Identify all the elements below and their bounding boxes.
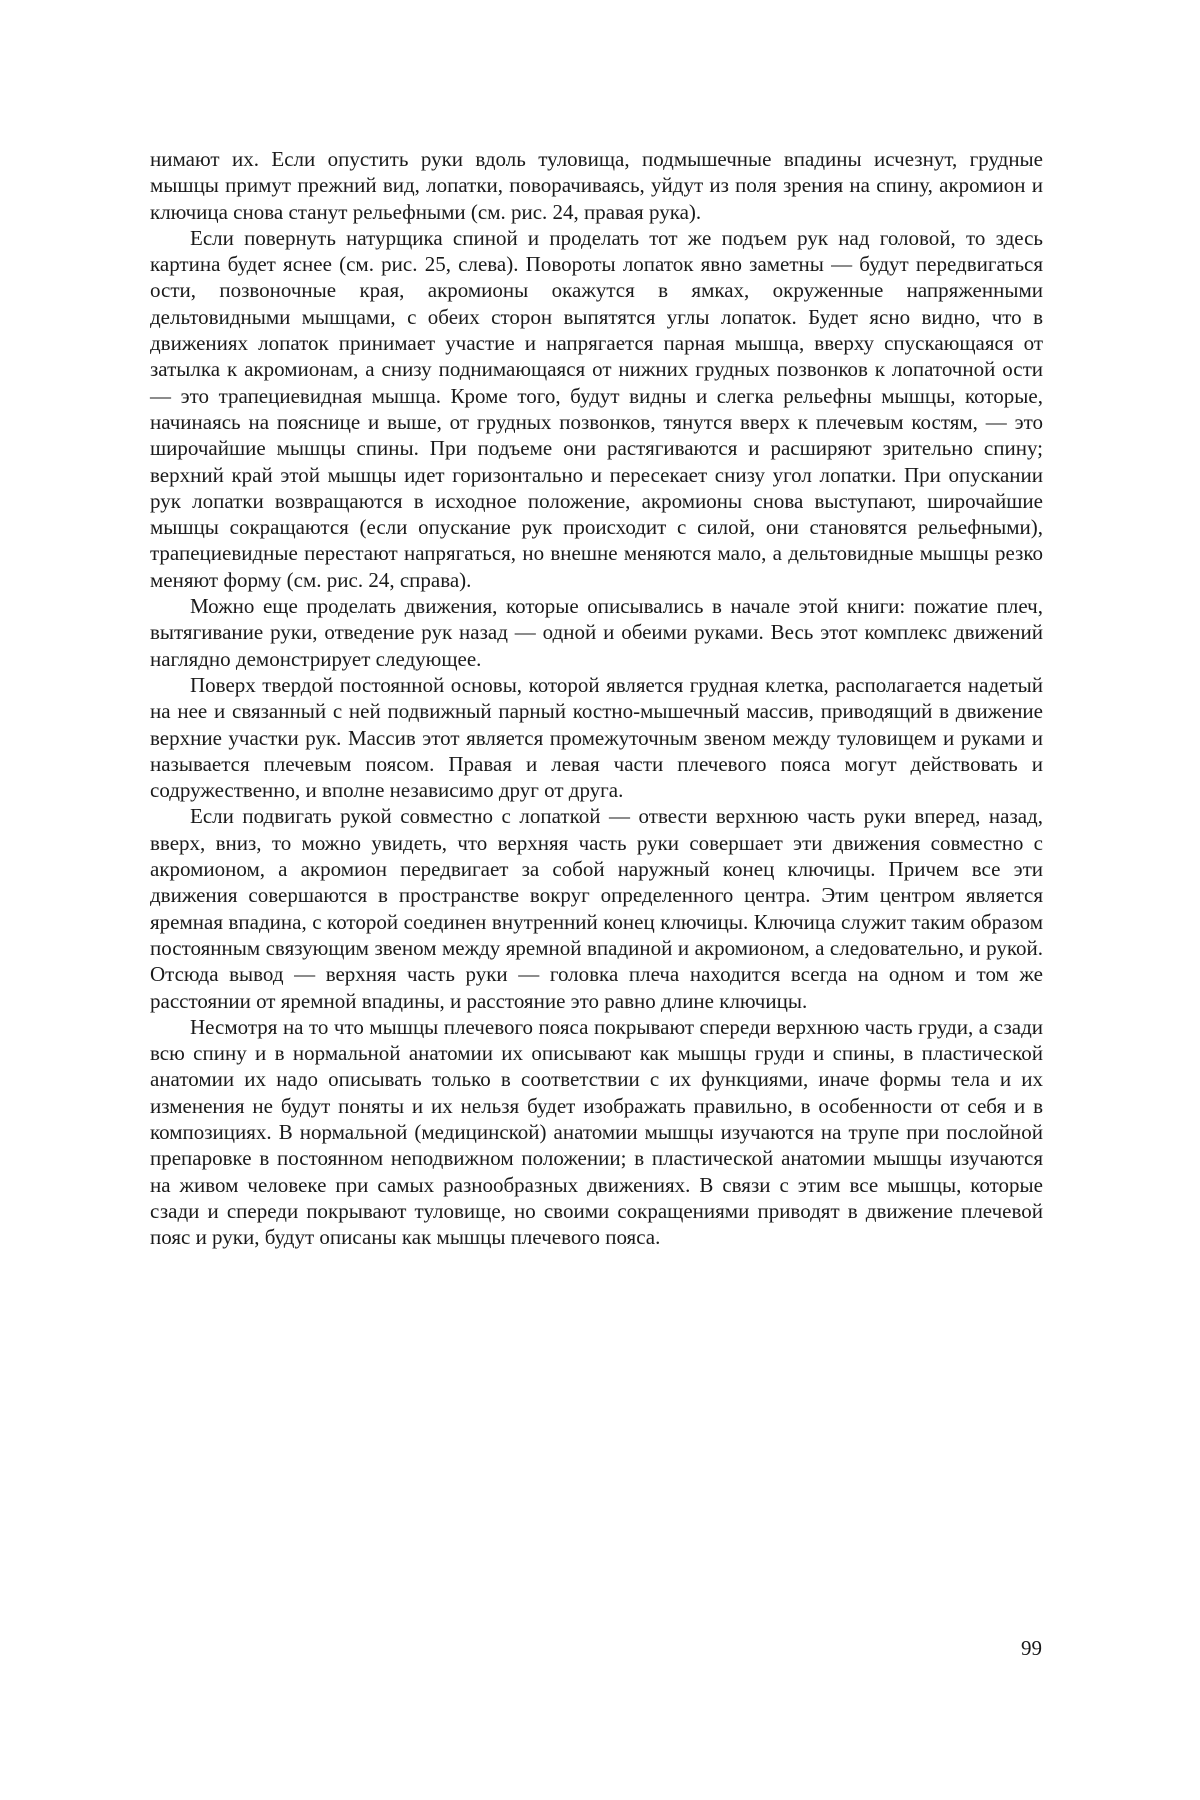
paragraph-1: нимают их. Если опустить руки вдоль туловища, подмышечные впадины исчезнут, грудные мышцы примут прежний вид, лопатки, поворачиваясь, уйдут из поля зрения на спину, акромион и ключица снова станут рельефными (см. рис. 24, правая рука).	[150, 147, 1043, 224]
page-number: 99	[1021, 1636, 1042, 1660]
paragraph-6: Несмотря на то что мышцы плечевого пояса покрывают спереди верхнюю часть груди, а сзади всю спину и в нормальной анатомии их описывают как мышцы груди и спины, в пластической анатомии их надо описывать только в соответствии с их функциями, иначе формы тела и их изменения не будут поняты и их нельзя будет изображать правильно, в особенности от себя и в композициях. В нормальной (медицинской) анатомии мышцы изучаются на трупе при послойной препаровке в постоянном неподвижном положении; в пластической анатомии мышцы изучаются на живом человеке при самых разнообразных движениях. В связи с этим все мышцы, которые сзади и спереди покрывают туловище, но своими сокращениями приводят в движение плечевой пояс и руки, будут описаны как мышцы плечевого пояса.	[150, 1014, 1043, 1250]
paragraph-2: Если повернуть натурщика спиной и проделать тот же подъем рук над головой, то здесь картина будет яснее (см. рис. 25, слева). Повороты лопаток явно заметны — будут передвигаться ости, позвоночные края, акромионы окажутся в ямках, окруженные напряженными дельтовидными мышцами, с обеих сторон выпятятся углы лопаток. Будет ясно видно, что в движениях лопаток принимает участие и напрягается парная мышца, вверху спускающаяся от затылка к акромионам, а снизу поднимающаяся от нижних грудных позвонков к лопаточной ости — это трапециевидная мышца. Кроме того, будут видны и слегка рельефны мышцы, которые, начинаясь на пояснице и выше, от грудных позвонков, тянутся вверх к плечевым костям, — это широчайшие мышцы спины. При подъеме они растягиваются и расширяют зрительно спину; верхний край этой мышцы идет горизонтально и пересекает снизу угол лопатки. При опускании рук лопатки возвращаются в исходное положение, акромионы снова выступают, широчайшие мышцы сокращаются (если опускание рук происходит с силой, они становятся рельефными), трапециевидные перестают напрягаться, но внешне меняются мало, а дельтовидные мышцы резко меняют форму (см. рис. 24, справа).	[150, 225, 1043, 592]
paragraph-5: Если подвигать рукой совместно с лопаткой — отвести верхнюю часть руки вперед, назад, вверх, вниз, то можно увидеть, что верхняя часть руки совершает эти движения совместно с акромионом, а акромион передвигает за собой наружный конец ключицы. Причем все эти движения совершаются в пространстве вокруг определенного центра. Этим центром является яремная впадина, с которой соединен внутренний конец ключицы. Ключица служит таким образом постоянным связующим звеном между яремной впадиной и акромионом, а следовательно, и рукой. Отсюда вывод — верхняя часть руки — головка плеча находится всегда на одном и том же расстоянии от яремной впадины, и расстояние это равно длине ключицы.	[150, 804, 1043, 1013]
paragraph-4: Поверх твердой постоянной основы, которой является грудная клетка, располагается надетый на нее и связанный с ней подвижный парный костно-мышечный массив, приводящий в движение верхние участки рук. Массив этот является промежуточным звеном между туловищем и руками и называется плечевым поясом. Правая и левая части плечевого пояса могут действовать и содружественно, и вполне независимо друг от друга.	[150, 672, 1043, 803]
paragraph-3: Можно еще проделать движения, которые описывались в начале этой книги: пожатие плеч, вытягивание руки, отведение рук назад — одной и обеими руками. Весь этот комплекс движений наглядно демонстрирует следующее.	[150, 594, 1043, 671]
body-text	[150, 146, 1043, 1250]
